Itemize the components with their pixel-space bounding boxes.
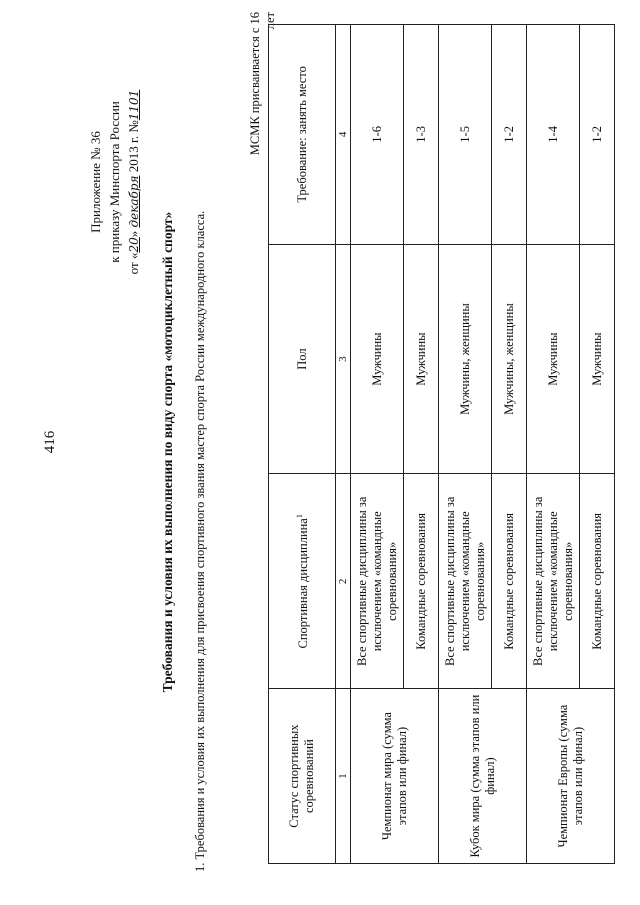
date-mid: »	[126, 230, 141, 238]
date-month: декабря	[127, 175, 141, 228]
header-discipline-label: Спортивная дисциплина	[296, 518, 311, 649]
discipline-cell: Командные соревнования	[404, 474, 439, 689]
gender-cell: Мужчины	[351, 244, 404, 474]
document-title: Требования и условия их выполнения по виду спорта «мотоциклетный спорт»	[160, 211, 175, 693]
column-number: 4	[336, 25, 351, 245]
requirements-table	[268, 24, 615, 864]
date-day: 20	[127, 237, 141, 253]
date-year: 2013 г. №	[126, 120, 141, 173]
order-number: 1101	[127, 89, 141, 121]
appendix-header	[86, 32, 144, 332]
date-prefix: от «	[126, 252, 141, 275]
column-number: 3	[336, 244, 351, 474]
table-header-row	[269, 25, 336, 864]
place-cell: 1-3	[404, 25, 439, 245]
competition-status: Чемпионат Европы (сумма этапов или финал)	[527, 689, 615, 864]
discipline-cell: Все спортивные дисциплины за исключением «командные соревнования»	[527, 474, 580, 689]
table-row	[439, 25, 492, 864]
column-number: 1	[336, 689, 351, 864]
gender-cell: Мужчины	[580, 244, 615, 474]
competition-status: Кубок мира (сумма этапов или финал)	[439, 689, 527, 864]
competition-status: Чемпионат мира (сумма этапов или финал)	[351, 689, 439, 864]
discipline-cell: Все спортивные дисциплины за исключением «командные соревнования»	[439, 474, 492, 689]
page-number: 416	[42, 430, 58, 454]
header-gender: Пол	[269, 244, 336, 474]
appendix-order-ref: к приказу Минспорта России	[107, 101, 122, 263]
intro-paragraph: 1. Требования и условия их выполнения для присвоения спортивного звания мастер спорта России международного класса.	[193, 210, 207, 872]
table-row	[351, 25, 404, 864]
place-cell: 1-2	[580, 25, 615, 245]
discipline-cell: Все спортивные дисциплины за исключением «командные соревнования»	[351, 474, 404, 689]
column-number: 2	[336, 474, 351, 689]
gender-cell: Мужчины	[527, 244, 580, 474]
header-discipline	[269, 474, 336, 689]
column-number-row	[336, 25, 351, 864]
place-cell: 1-6	[351, 25, 404, 245]
rotated-content	[20, 12, 620, 892]
appendix-number: Приложение № 36	[88, 131, 103, 233]
appendix-date-line	[124, 32, 144, 332]
gender-cell: Мужчины	[404, 244, 439, 474]
gender-cell: Мужчины, женщины	[492, 244, 527, 474]
footnote-marker: 1	[295, 514, 305, 519]
header-status: Статус спортивных соревнований	[269, 689, 336, 864]
place-cell: 1-4	[527, 25, 580, 245]
discipline-cell: Командные соревнования	[580, 474, 615, 689]
place-cell: 1-2	[492, 25, 527, 245]
place-cell: 1-5	[439, 25, 492, 245]
header-place: Требование: занять место	[269, 25, 336, 245]
msmk-age-note: МСМК присваивается с 16 лет	[248, 12, 277, 156]
table-row	[527, 25, 580, 864]
gender-cell: Мужчины, женщины	[439, 244, 492, 474]
discipline-cell: Командные соревнования	[492, 474, 527, 689]
